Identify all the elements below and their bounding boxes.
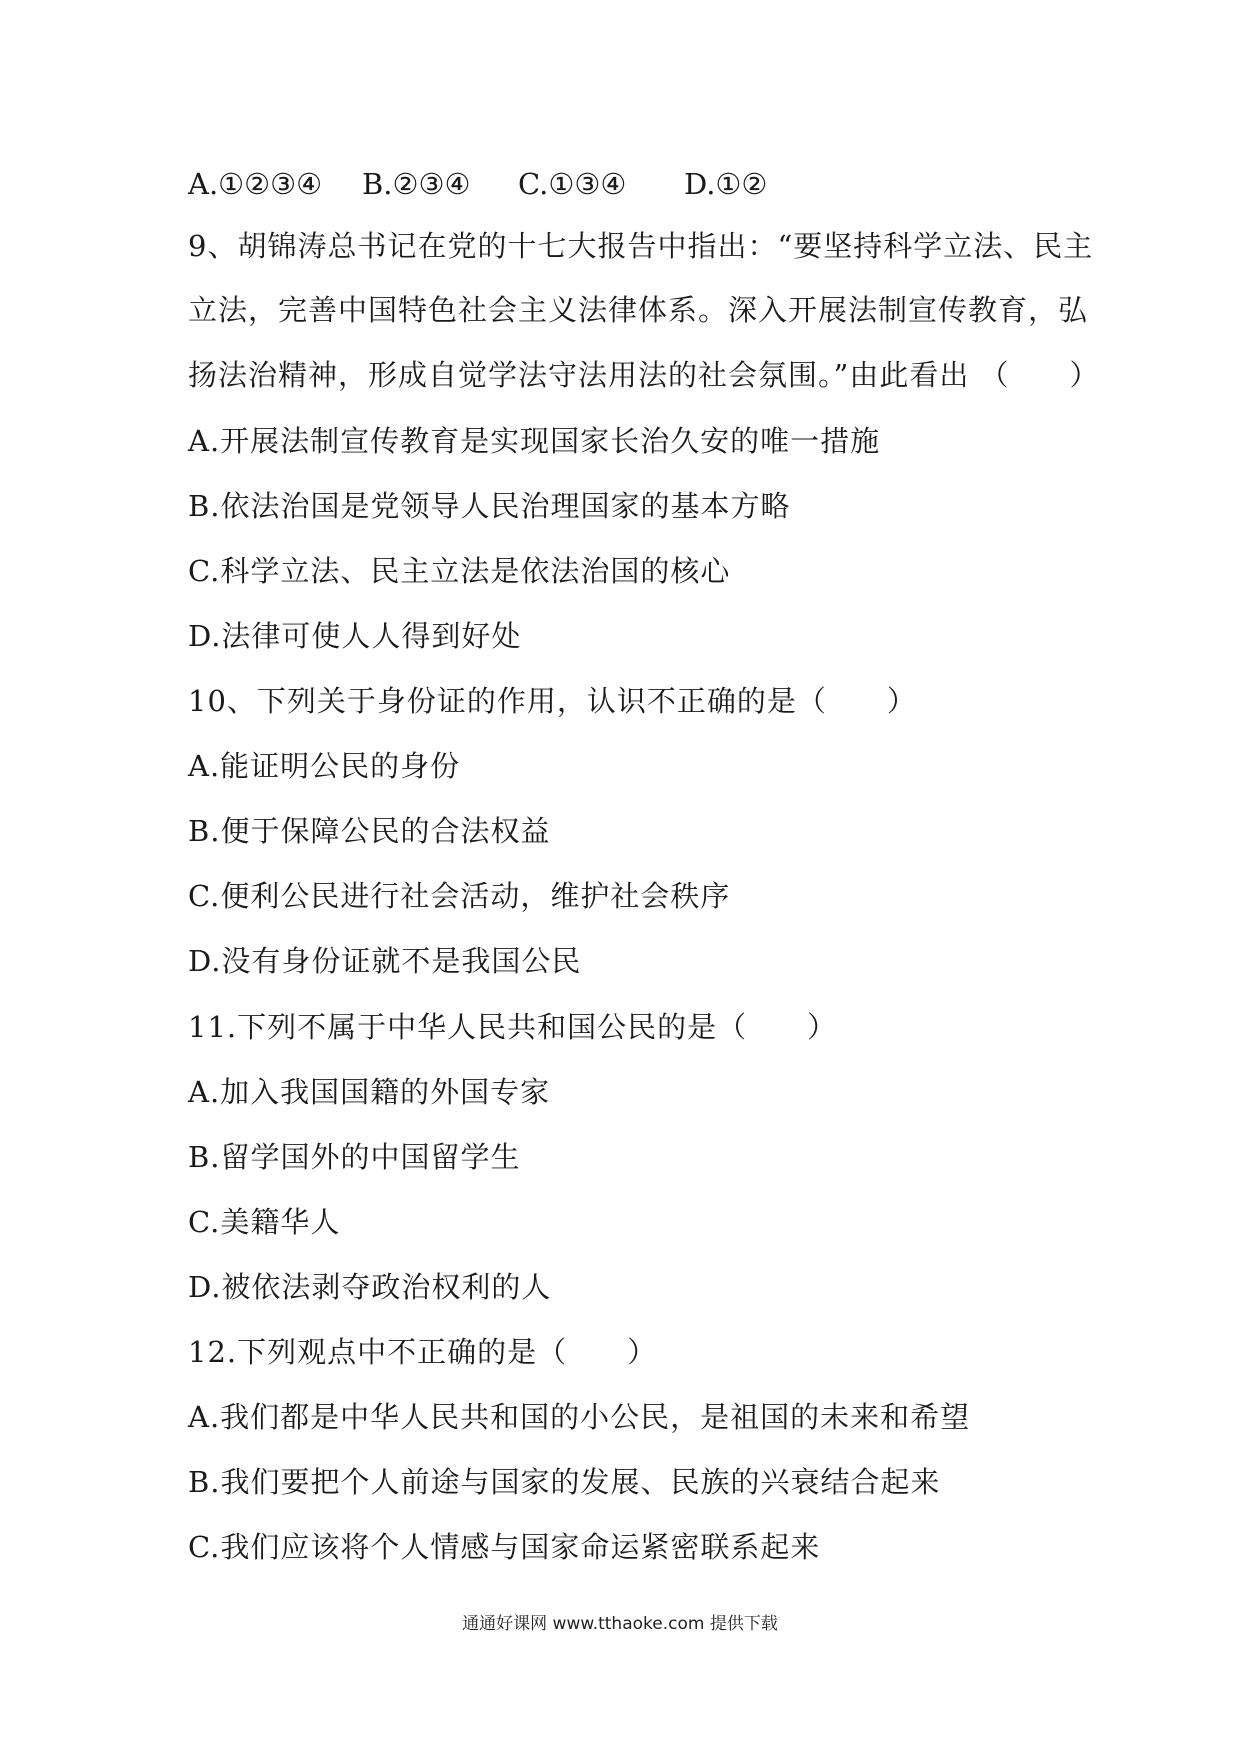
q10-option-c: C.便利公民进行社会活动，维护社会秩序 [188, 879, 731, 913]
q9-option-a: A.开展法制宣传教育是实现国家长治久安的唯一措施 [188, 424, 881, 458]
q11-option-b: B.留学国外的中国留学生 [188, 1140, 521, 1174]
option-c: C.①③④ [518, 167, 627, 201]
option-a: A.①②③④ [188, 167, 323, 201]
q9-stem-line-1: 9、胡锦涛总书记在党的十七大报告中指出：“要坚持科学立法、民主 [188, 229, 1094, 263]
q12-option-a: A.我们都是中华人民共和国的小公民，是祖国的未来和希望 [188, 1400, 971, 1434]
q11-option-d: D.被依法剥夺政治权利的人 [188, 1270, 552, 1304]
option-d: D.①② [684, 167, 768, 201]
q9-stem-line-3: 扬法治精神，形成自觉学法守法用法的社会氛围。”由此看出 （ ） [188, 358, 1100, 392]
q12-option-c: C.我们应该将个人情感与国家命运紧密联系起来 [188, 1530, 821, 1564]
q12-stem: 12.下列观点中不正确的是（ ） [188, 1335, 658, 1369]
q11-option-a: A.加入我国国籍的外国专家 [188, 1075, 551, 1109]
q9-option-d: D.法律可使人人得到好处 [188, 619, 522, 653]
q10-option-d: D.没有身份证就不是我国公民 [188, 944, 582, 978]
q9-stem-line-2: 立法，完善中国特色社会主义法律体系。深入开展法制宣传教育，弘 [188, 293, 1089, 327]
option-b: B.②③④ [362, 167, 471, 201]
q10-option-b: B.便于保障公民的合法权益 [188, 814, 551, 848]
q9-option-b: B.依法治国是党领导人民治理国家的基本方略 [188, 489, 791, 523]
page-footer: 通通好课网 www.tthaoke.com 提供下载 [462, 1614, 778, 1634]
q10-option-a: A.能证明公民的身份 [188, 749, 461, 783]
q11-option-c: C.美籍华人 [188, 1205, 341, 1239]
q12-option-b: B.我们要把个人前途与国家的发展、民族的兴衰结合起来 [188, 1465, 941, 1499]
q9-option-c: C.科学立法、民主立法是依法治国的核心 [188, 554, 731, 588]
q10-stem: 10、下列关于身份证的作用，认识不正确的是（ ） [188, 684, 917, 718]
q11-stem: 11.下列不属于中华人民共和国公民的是（ ） [188, 1010, 838, 1044]
